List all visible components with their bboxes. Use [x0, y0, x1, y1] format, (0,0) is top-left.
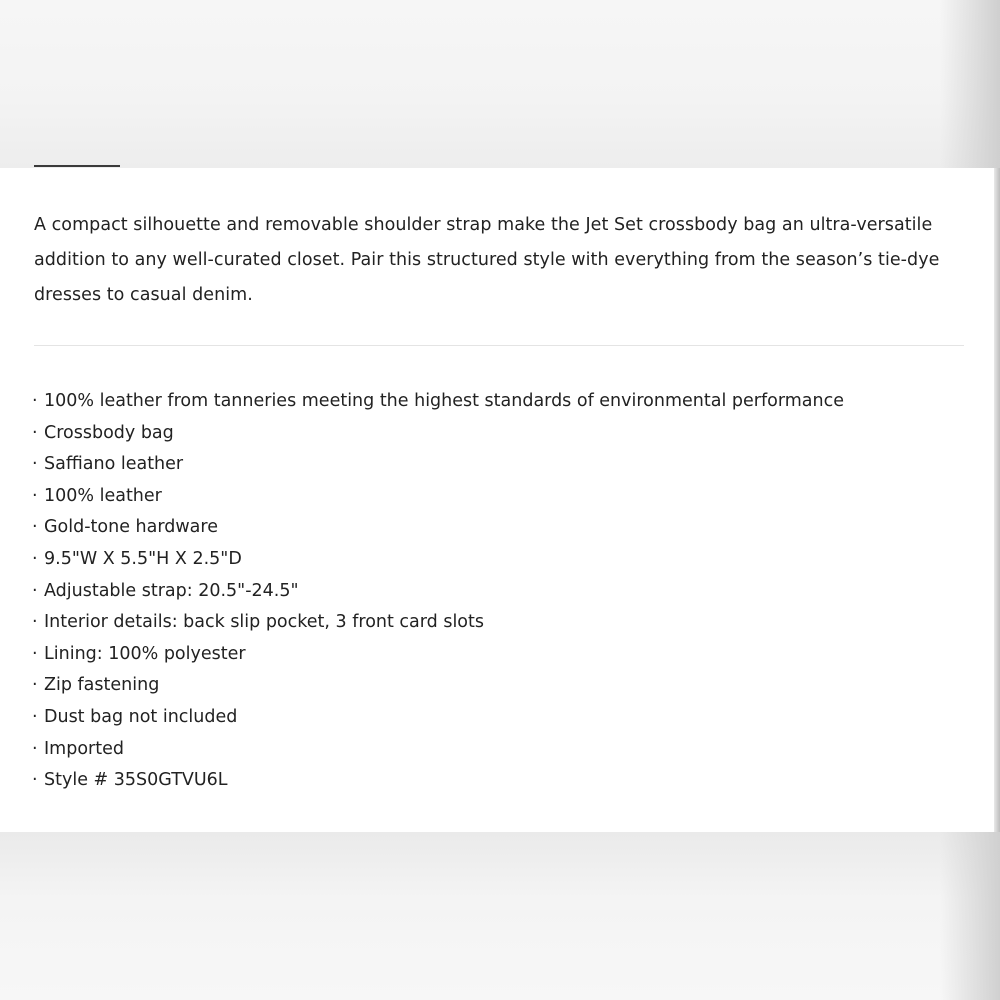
bullet-icon: ·	[32, 770, 38, 791]
feature-text: Adjustable strap: 20.5"-24.5"	[44, 580, 299, 601]
feature-text: 100% leather from tanneries meeting the highest standards of environmental performance	[44, 391, 844, 411]
bullet-icon: ·	[32, 675, 38, 696]
feature-item	[32, 418, 844, 450]
bullet-icon: ·	[32, 391, 38, 411]
feature-item	[32, 670, 844, 702]
section-underline	[34, 165, 120, 167]
feature-text: Style # 35S0GTVU6L	[44, 770, 228, 791]
feature-text: Crossbody bag	[44, 422, 174, 443]
feature-text: 100% leather	[44, 485, 162, 506]
feature-item	[32, 544, 844, 576]
feature-text: Gold-tone hardware	[44, 517, 218, 538]
feature-item	[32, 607, 844, 639]
product-features-list	[32, 386, 844, 797]
feature-item	[32, 576, 844, 608]
feature-item	[32, 449, 844, 481]
feature-item	[32, 765, 844, 797]
feature-text: Saffiano leather	[44, 454, 184, 475]
bullet-icon: ·	[32, 580, 38, 601]
bullet-icon: ·	[32, 422, 38, 443]
feature-item	[32, 386, 844, 418]
feature-item	[32, 481, 844, 513]
blurred-background-top	[0, 0, 1000, 168]
bullet-icon: ·	[32, 738, 38, 759]
feature-text: 9.5"W X 5.5"H X 2.5"D	[44, 548, 242, 569]
bullet-icon: ·	[32, 548, 38, 569]
feature-item	[32, 734, 844, 766]
feature-text: Lining: 100% polyester	[44, 643, 246, 664]
product-details-panel	[0, 168, 994, 832]
product-description: A compact silhouette and removable shoulder strap make the Jet Set crossbody bag an ultra-versatile addition to any well-curated closet. Pair this structured style with everything from the season’s tie-dye dresses to casual denim.	[34, 215, 940, 305]
bullet-icon: ·	[32, 485, 38, 506]
feature-item	[32, 702, 844, 734]
feature-text: Dust bag not included	[44, 706, 238, 727]
feature-item	[32, 639, 844, 671]
section-divider	[34, 345, 964, 346]
feature-item	[32, 512, 844, 544]
bullet-icon: ·	[32, 517, 38, 538]
feature-text: Zip fastening	[44, 675, 160, 696]
feature-text: Interior details: back slip pocket, 3 front card slots	[44, 612, 484, 633]
blurred-background-bottom	[0, 832, 1000, 1000]
bullet-icon: ·	[32, 706, 38, 727]
feature-text: Imported	[44, 738, 124, 759]
bullet-icon: ·	[32, 643, 38, 664]
bullet-icon: ·	[32, 612, 38, 633]
panel-edge-shadow	[994, 168, 1000, 832]
bullet-icon: ·	[32, 454, 38, 475]
